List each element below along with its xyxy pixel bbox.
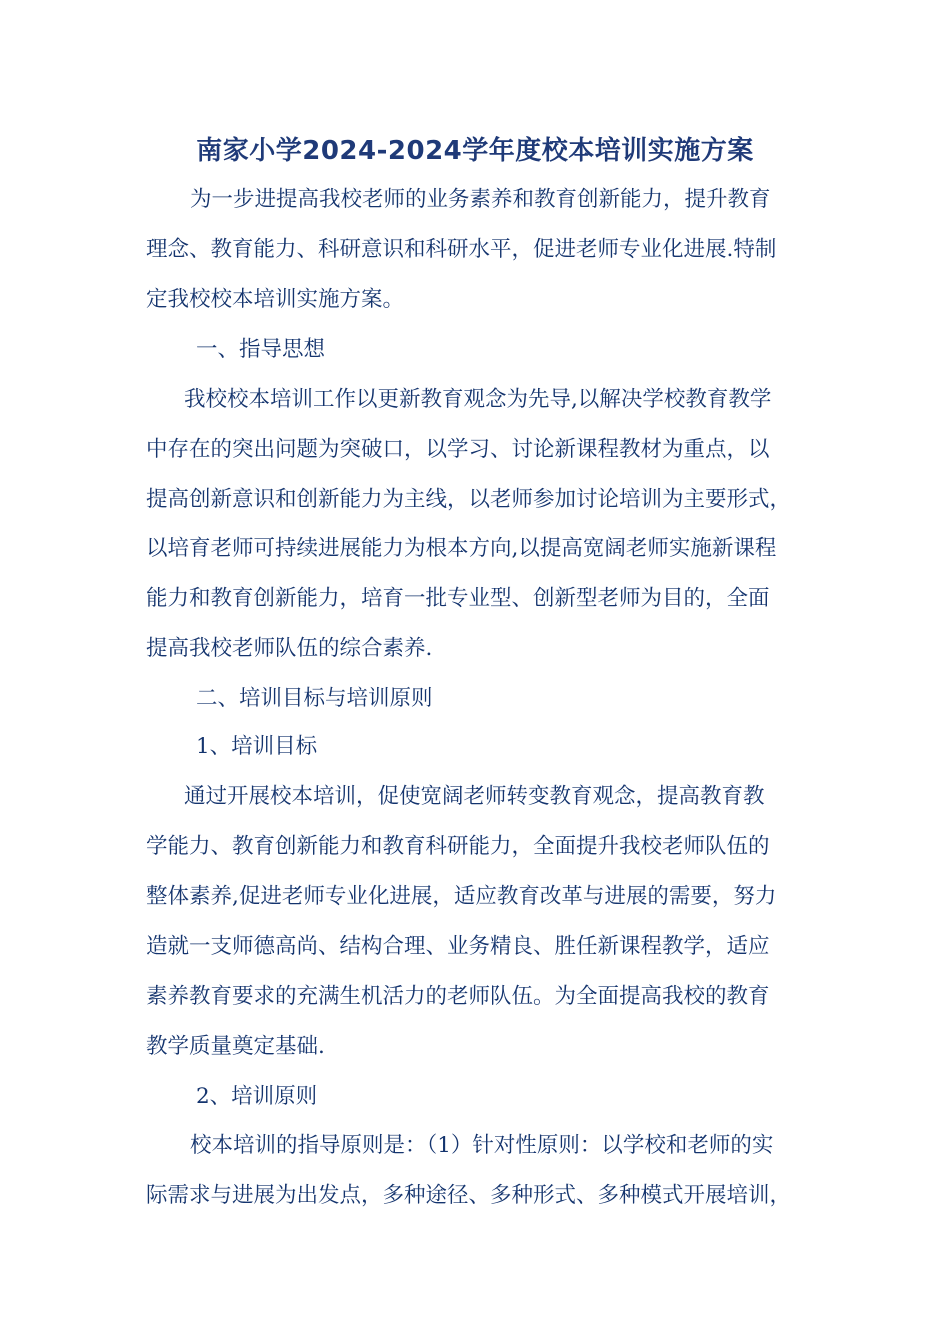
intro-line-1: 为一步进提高我校老师的业务素养和教育创新能力，提升教育 [190,187,771,212]
section-1-line-3: 提高创新意识和创新能力为主线，以老师参加讨论培训为主要形式， [146,487,792,512]
subsection-1-line-2: 学能力、教育创新能力和教育科研能力，全面提升我校老师队伍的 [146,834,770,859]
subsection-1-line-1: 通过开展校本培训，促使宽阔老师转变教育观念，提高教育教 [184,784,765,809]
subsection-1-line-4: 造就一支师德高尚、结构合理、业务精良、胜任新课程教学，适应 [146,934,770,959]
section-1-line-1: 我校校本培训工作以更新教育观念为先导,以解决学校教育教学 [184,387,772,412]
subsection-2-line-1: 校本培训的指导原则是：（1）针对性原则：以学校和老师的实 [190,1133,774,1158]
section-1-line-5: 能力和教育创新能力，培育一批专业型、创新型老师为目的，全面 [146,586,770,611]
intro-line-3: 定我校校本培训实施方案。 [146,287,405,312]
section-1-line-6: 提高我校老师队伍的综合素养. [146,636,433,661]
subsection-1-line-3: 整体素养,促进老师专业化进展，适应教育改革与进展的需要，努力 [146,884,777,909]
intro-line-2: 理念、教育能力、科研意识和科研水平，促进老师专业化进展.特制 [146,237,777,262]
section-1-heading: 一、指导思想 [196,337,326,362]
subsection-2-line-2: 际需求与进展为出发点，多种途径、多种形式、多种模式开展培训， [146,1183,792,1208]
subsection-2-heading: 2、培训原则 [196,1084,318,1109]
subsection-1-line-6: 教学质量奠定基础. [146,1034,325,1059]
subsection-1-heading: 1、培训目标 [196,734,318,759]
subsection-1-line-5: 素养教育要求的充满生机活力的老师队伍。为全面提高我校的教育 [146,984,770,1009]
section-1-line-4: 以培育老师可持续进展能力为根本方向,以提高宽阔老师实施新课程 [146,536,777,561]
section-1-line-2: 中存在的突出问题为突破口，以学习、讨论新课程教材为重点，以 [146,437,770,462]
document-title: 南家小学2024-2024学年度校本培训实施方案 [196,136,754,166]
section-2-heading: 二、培训目标与培训原则 [196,686,433,711]
